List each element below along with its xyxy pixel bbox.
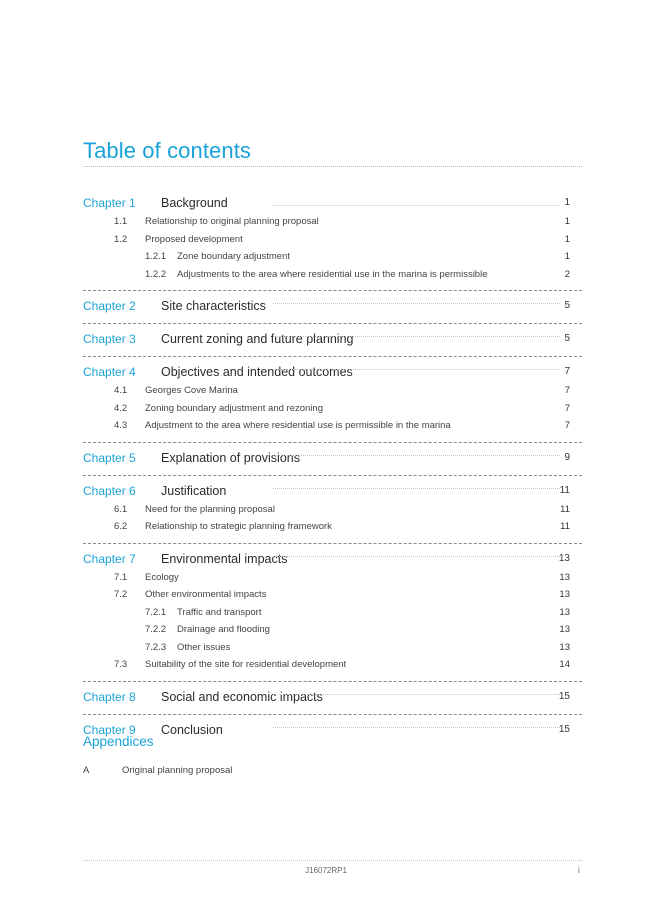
entry-number: 7.2.3 [145,641,167,653]
footer-divider [83,860,582,861]
entry-page-number: 13 [559,624,570,635]
chapter-title: Site characteristics [161,299,266,313]
chapter-page-number: 15 [558,690,570,702]
leader-dots [273,556,560,557]
toc-entry-row[interactable] [83,213,582,231]
entry-title: Adjustments to the area where residential use in the marina is permissible [177,268,488,280]
entry-page-number: 13 [559,606,570,618]
chapter-label: Chapter 4 [83,365,136,379]
toc-entry-row[interactable] [83,266,582,284]
appendix-title: Original planning proposal [122,765,233,776]
chapter-page-number: 13 [558,552,570,564]
toc-entry-row[interactable] [83,586,582,604]
entry-number: 1.2.1 [145,251,167,262]
entry-page-number: 7 [564,420,570,431]
chapter-title: Environmental impacts [161,551,288,566]
toc-chapter-row[interactable] [83,193,582,213]
toc-entry-row[interactable] [83,231,582,249]
entry-title: Drainage and flooding [177,624,270,635]
chapter-label: Chapter 1 [83,196,136,210]
title-divider [83,166,582,167]
entry-title: Relationship to strategic planning framework [145,521,332,532]
entry-number: 4.3 [114,420,128,431]
toc-entry-row[interactable] [83,639,582,657]
toc-entry-row[interactable] [83,382,582,400]
entry-number: 7.3 [114,659,128,670]
entry-title: Zone boundary adjustment [177,251,291,262]
entry-title: Other issues [177,641,231,653]
leader-dots [273,205,560,206]
footer-doc-code: J16072RP1 [305,866,347,875]
chapter-title: Social and economic impacts [161,689,323,704]
entry-title: Ecology [145,571,179,583]
entry-page-number: 2 [564,268,570,280]
entry-page-number: 1 [564,216,570,227]
chapter-page-number: 5 [564,333,570,344]
entry-page-number: 7 [564,385,570,396]
entry-number: 6.1 [114,503,128,515]
leader-dots [273,369,560,370]
toc-entry-row[interactable] [83,569,582,587]
entry-page-number: 13 [559,641,570,653]
toc-entry-row[interactable] [83,621,582,639]
entry-number: 1.2 [114,233,128,245]
chapter-label: Chapter 3 [83,332,136,346]
toc-chapter-row[interactable] [83,356,582,382]
entry-page-number: 13 [559,589,570,600]
entry-page-number: 11 [560,521,570,532]
chapter-page-number: 11 [559,484,570,496]
entry-page-number: 7 [564,402,570,414]
chapter-page-number: 7 [564,366,570,377]
toc-entry-row[interactable] [83,248,582,266]
chapter-label: Chapter 7 [83,551,136,566]
leader-dots [273,336,560,337]
entry-title: Georges Cove Marina [145,385,238,396]
chapter-label: Chapter 8 [83,689,136,704]
chapter-label: Chapter 2 [83,299,136,313]
appendix-letter: A [83,765,90,776]
entry-title: Adjustment to the area where residential use is permissible in the marina [145,420,451,431]
chapter-title: Conclusion [161,722,223,737]
chapter-page-number: 1 [564,197,570,208]
chapter-title: Justification [161,483,227,498]
leader-dots [273,455,560,456]
entry-page-number: 14 [559,659,570,670]
entry-number: 7.2 [114,589,128,600]
toc-title: Table of contents [83,138,252,163]
entry-page-number: 13 [559,571,570,583]
chapter-title: Explanation of provisions [161,450,300,465]
leader-dots [273,303,560,304]
entry-title: Relationship to original planning proposal [145,216,319,227]
entry-number: 7.2.1 [145,606,167,618]
entry-number: 6.2 [114,521,128,532]
entry-page-number: 1 [564,233,570,245]
entry-number: 4.2 [114,402,128,414]
entry-number: 1.1 [114,216,128,227]
toc-entry-row[interactable] [83,417,582,435]
toc-entry-row[interactable] [83,501,582,519]
entry-page-number: 1 [564,251,570,262]
toc-entry-row[interactable] [83,518,582,536]
toc-chapter-row[interactable] [83,475,582,501]
entry-number: 7.2.2 [145,624,167,635]
entry-title: Need for the planning proposal [145,503,275,515]
toc-chapter-row[interactable] [83,323,582,349]
entry-page-number: 11 [560,503,570,515]
entry-number: 7.1 [114,571,128,583]
entry-title: Suitability of the site for residential development [145,659,347,670]
leader-dots [273,727,560,728]
entry-number: 4.1 [114,385,128,396]
appendices-title: Appendices [83,734,154,749]
toc-chapter-row[interactable] [83,543,582,569]
toc-entry-row[interactable] [83,604,582,622]
entry-title: Proposed development [145,233,243,245]
chapter-title: Background [161,196,228,210]
chapter-title: Current zoning and future planning [161,332,354,346]
entry-title: Other environmental impacts [145,589,267,600]
toc-chapter-row[interactable] [83,681,582,707]
chapter-label: Chapter 6 [83,483,136,498]
chapter-page-number: 9 [564,451,570,463]
chapter-page-number: 5 [564,300,570,311]
entry-title: Traffic and transport [177,606,262,618]
chapter-title: Objectives and intended outcomes [161,365,353,379]
chapter-label: Chapter 5 [83,450,136,465]
footer-page-number: i [578,866,580,875]
toc-entry-row[interactable] [83,400,582,418]
toc-chapter-row[interactable] [83,290,582,316]
table-of-contents [83,186,582,740]
leader-dots [273,488,560,489]
chapter-page-number: 15 [558,723,570,735]
chapter-label: Chapter 9 [83,722,136,737]
toc-chapter-row[interactable] [83,714,582,740]
toc-chapter-row[interactable] [83,442,582,468]
entry-title: Zoning boundary adjustment and rezoning [145,402,323,414]
toc-entry-row[interactable] [83,656,582,674]
entry-number: 1.2.2 [145,268,167,280]
leader-dots [273,694,560,695]
